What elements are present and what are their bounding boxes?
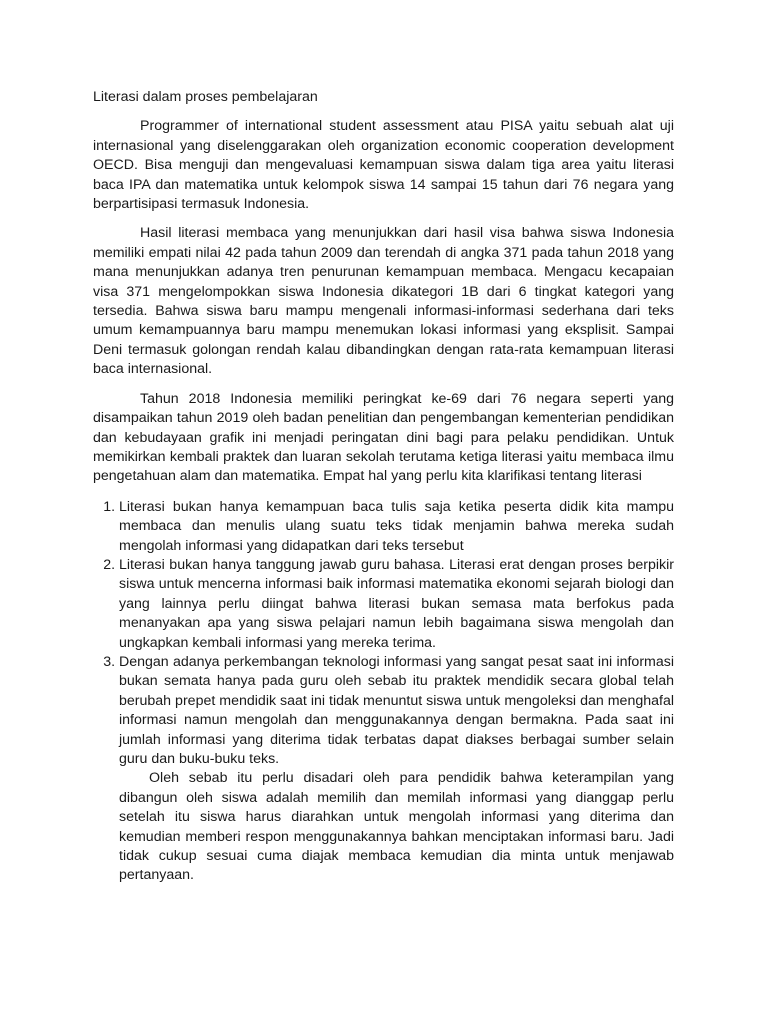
document-body — [93, 88, 674, 886]
list-item: 2. Literasi bukan hanya tanggung jawab guru bahasa. Literasi erat dengan proses berpikir siswa untuk mencerna informasi baik informasi matematika ekonomi sejarah biologi dan yang lainnya perlu diingat bahwa literasi bukan semasa mata berfokus pada menanyakan apa yang siswa pelajari namun lebih bagaimana siswa mengolah dan ungkapkan kembali informasi yang mereka terima. — [119, 556, 674, 653]
list-item: 3. Dengan adanya perkembangan teknologi informasi yang sangat pesat saat ini informasi bukan semata hanya pada guru oleh sebab itu praktek mendidik secara global telah berubah prepet mendidik saat ini tidak menuntut siswa untuk mengoleksi dan menghafal informasi namun mengolah dan menggunakannya dengan bermakna. Pada saat ini jumlah informasi yang diterima tidak terbatas dapat diakses berbagai sumber selain guru dan buku-buku teks. — [119, 653, 674, 769]
paragraph-ranking: Tahun 2018 Indonesia memiliki peringkat ke-69 dari 76 negara seperti yang disampaikan tahun 2019 oleh badan penelitian dan pengembangan kementerian pendidikan dan kebudayaan grafik ini menjadi peringatan dini bagi para pelaku pendidikan. Untuk memikirkan kembali praktek dan luaran sekolah terutama ketiga literasi yaitu membaca ilmu pengetahuan alam dan matematika. Empat hal yang perlu kita klarifikasi tentang literasi — [93, 390, 674, 485]
list-item: 1. Literasi bukan hanya kemampuan baca tulis saja ketika peserta didik kita mampu membaca dan menulis ulang suatu teks tidak menjamin bahwa mereka sudah mengolah informasi yang didapatkan dari teks tersebut — [119, 498, 674, 556]
paragraph-reading-results: Hasil literasi membaca yang menunjukkan dari hasil visa bahwa siswa Indonesia memiliki empati nilai 42 pada tahun 2009 dan terendah di angka 371 pada tahun 2018 yang mana menunjukkan adanya tren penurunan kemampuan membaca. Mengacu kecapaian visa 371 mengelompokkan siswa Indonesia dikategori 1B dari 6 tingkat kategori yang tersedia. Bahwa siswa baru mampu mengenali informasi-informasi sederhana dari teks umum kemampuannya baru mampu menemukan lokasi informasi yang eksplisit. Sampai Deni termasuk golongan rendah kalau dibandingkan dengan rata-rata kemampuan literasi baca internasional. — [93, 225, 674, 378]
document-title: Literasi dalam proses pembelajaran — [93, 89, 318, 105]
paragraph-pisa: Programmer of international student assessment atau PISA yaitu sebuah alat uji internasional yang diselenggarakan oleh organization economic cooperation development OECD. Bisa menguji dan mengevaluasi kemampuan siswa dalam tiga area yaitu literasi baca IPA dan matematika untuk kelompok siswa 14 sampai 15 tahun dari 76 negara yang berpartisipasi termasuk Indonesia. — [93, 118, 674, 213]
closing-paragraph: Oleh sebab itu perlu disadari oleh para pendidik bahwa keterampilan yang dibangun oleh siswa adalah memilih dan memilah informasi yang dianggap perlu setelah itu siswa harus diarahkan untuk mengolah informasi yang diterima dan kemudian memberi respon menggunakannya bahkan menciptakan informasi baru. Jadi tidak cukup sesuai cuma diajak membaca kemudian dia minta untuk menjawab pertanyaan. — [119, 770, 674, 884]
literacy-list — [93, 498, 674, 770]
